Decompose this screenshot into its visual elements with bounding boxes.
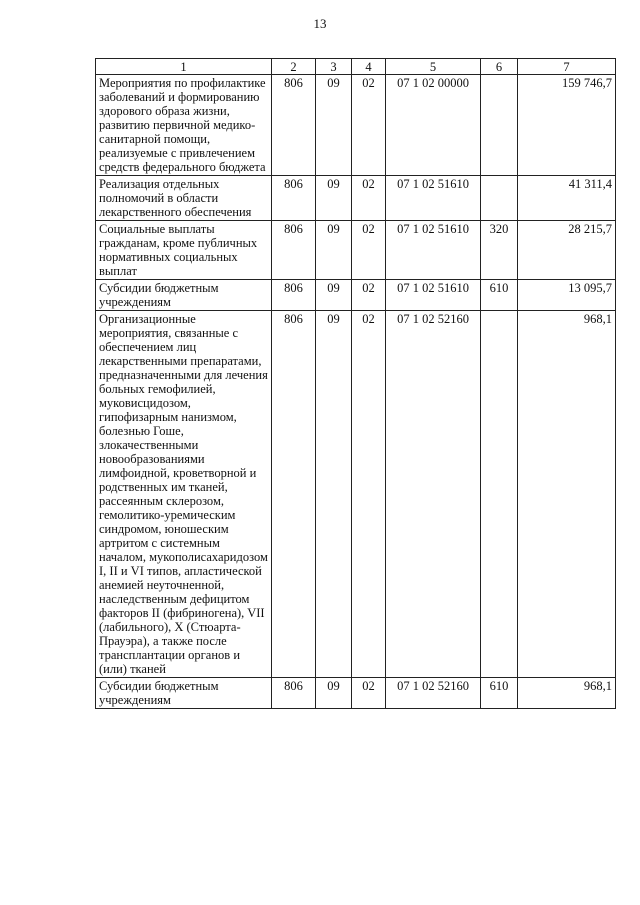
row-ved: 806 xyxy=(272,221,316,280)
row-rz: 09 xyxy=(316,280,352,311)
budget-table xyxy=(95,58,616,709)
row-name: Социальные выплаты гражданам, кроме публичных нормативных социальных выплат xyxy=(96,221,272,280)
row-ved: 806 xyxy=(272,75,316,176)
table-header-row xyxy=(96,59,616,75)
row-pr: 02 xyxy=(352,311,386,678)
row-sum: 28 215,7 xyxy=(518,221,616,280)
row-sum: 968,1 xyxy=(518,678,616,709)
row-rz: 09 xyxy=(316,678,352,709)
table-row xyxy=(96,176,616,221)
column-header: 4 xyxy=(352,59,386,75)
row-pr: 02 xyxy=(352,176,386,221)
row-csr: 07 1 02 51610 xyxy=(386,176,481,221)
row-name: Мероприятия по профилактике заболеваний и формированию здорового образа жизни, развитию первичной медико-санитарной помощи, реализуемые с привлечением средств федерального бюджета xyxy=(96,75,272,176)
row-pr: 02 xyxy=(352,678,386,709)
row-csr: 07 1 02 51610 xyxy=(386,221,481,280)
row-sum: 41 311,4 xyxy=(518,176,616,221)
row-vr xyxy=(481,311,518,678)
row-ved: 806 xyxy=(272,280,316,311)
row-rz: 09 xyxy=(316,221,352,280)
column-header: 5 xyxy=(386,59,481,75)
row-name: Субсидии бюджетным учреждениям xyxy=(96,280,272,311)
row-vr xyxy=(481,75,518,176)
row-pr: 02 xyxy=(352,75,386,176)
page-number: 13 xyxy=(313,16,327,31)
row-pr: 02 xyxy=(352,221,386,280)
table-row xyxy=(96,221,616,280)
row-csr: 07 1 02 52160 xyxy=(386,311,481,678)
row-csr: 07 1 02 52160 xyxy=(386,678,481,709)
row-sum: 13 095,7 xyxy=(518,280,616,311)
column-header: 6 xyxy=(481,59,518,75)
row-ved: 806 xyxy=(272,311,316,678)
row-ved: 806 xyxy=(272,678,316,709)
row-vr xyxy=(481,176,518,221)
row-sum: 968,1 xyxy=(518,311,616,678)
row-csr: 07 1 02 00000 xyxy=(386,75,481,176)
row-rz: 09 xyxy=(316,176,352,221)
table-row xyxy=(96,678,616,709)
row-name: Субсидии бюджетным учреждениям xyxy=(96,678,272,709)
row-sum: 159 746,7 xyxy=(518,75,616,176)
row-vr: 610 xyxy=(481,678,518,709)
row-name: Организационные мероприятия, связанные с обеспечением лиц лекарственными препаратами, предназначенными для лечения больных гемофилией, муковисцидозом, гипофизарным нанизмом, болезнью Гоше, злокачественными новообразованиями лимфоидной, кроветворной и родственных им тканей, рассеянным склерозом, гемолитико-уремическим синдромом, юношеским артритом с системным началом, мукополисахаридозом I, II и VI типов, апластической анемией неуточненной, наследственным дефицитом факторов II (фибриногена), VII (лабильного), X (Стюарта-Прауэра), а также после трансплантации органов и (или) тканей xyxy=(96,311,272,678)
row-rz: 09 xyxy=(316,311,352,678)
table-row xyxy=(96,75,616,176)
row-rz: 09 xyxy=(316,75,352,176)
column-header: 7 xyxy=(518,59,616,75)
table-row xyxy=(96,280,616,311)
row-pr: 02 xyxy=(352,280,386,311)
column-header: 3 xyxy=(316,59,352,75)
row-csr: 07 1 02 51610 xyxy=(386,280,481,311)
row-ved: 806 xyxy=(272,176,316,221)
row-vr: 320 xyxy=(481,221,518,280)
row-vr: 610 xyxy=(481,280,518,311)
table-row xyxy=(96,311,616,678)
column-header: 1 xyxy=(96,59,272,75)
column-header: 2 xyxy=(272,59,316,75)
row-name: Реализация отдельных полномочий в области лекарственного обеспечения xyxy=(96,176,272,221)
